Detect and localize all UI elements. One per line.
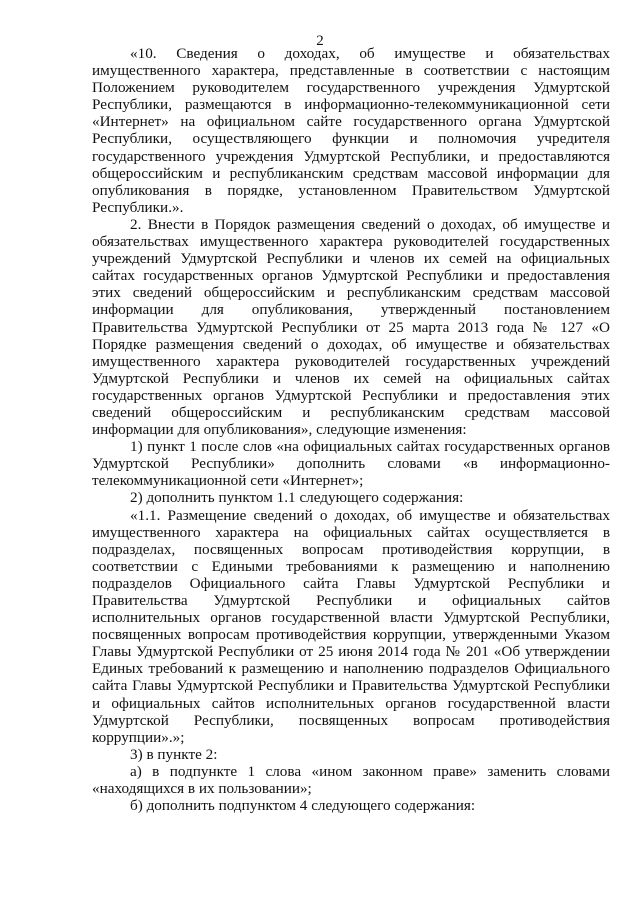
paragraph-subitem-3: 3) в пункте 2: [130,745,218,763]
paragraph-amendment-2: 2. Внести в Порядок размещения сведений о доходах, об имуществе и обязательствах имущественного характера руководителей государственных учреждений Удмуртской Республики и членов их семей на официальных сайтах государственных органов Удмуртской Республики и предоставления этих сведений общероссийским и республиканским средствам массовой информации для опубликования, утвержденный постановлением Правительства Удмуртской Республики от 25 марта 2013 года № 127 «О Порядке размещения сведений о доходах, об имуществе и обязательствах имущественного характера руководителей государственных учреждений Удмуртской Республики и членов их семей на официальных сайтах государственных органов Удмуртской Республики и предоставления этих сведений общероссийским и республиканским средствам массовой информации для опубликования», следующие изменения: [92,215,610,439]
document-body [92,45,610,814]
paragraph-subitem-a: а) в подпункте 1 слова «ином законном праве» заменить словами «находящихся в их пользовании»; [92,762,610,798]
paragraph-subitem-1: 1) пункт 1 после слов «на официальных сайтах государственных органов Удмуртской Республики» дополнить словами «в информационно-телекоммуникационной сети «Интернет»; [92,438,610,490]
paragraph-item-1-1: «1.1. Размещение сведений о доходах, об имуществе и обязательствах имущественного характера на официальных сайтах осуществляется в подразделах, посвященных вопросам противодействия коррупции, в соответствии с Едиными требованиями к размещению и наполнению подразделов Официального сайта Главы Удмуртской Республики и Правительства Удмуртской Республики и официальных сайтов исполнительных органов государственной власти Удмуртской Республики, посвященных вопросам противодействия коррупции, утвержденными Указом Главы Удмуртской Республики от 25 июня 2014 года № 201 «Об утверждении Единых требований к размещению и наполнению подразделов Официального сайта Главы Удмуртской Республики и Правительства Удмуртской Республики и официальных сайтов исполнительных органов государственной власти Удмуртской Республики, посвященных вопросам противодействия коррупции».»; [92,506,610,746]
paragraph-subitem-b: б) дополнить подпунктом 4 следующего содержания: [130,797,476,815]
paragraph-subitem-2: 2) дополнить пунктом 1.1 следующего содержания: [130,489,464,507]
paragraph-item-10: «10. Сведения о доходах, об имуществе и обязательствах имущественного характера, представленные в соответствии с настоящим Положением руководителем государственного учреждения Удмуртской Республики, размещаются в информационно-телекоммуникационной сети «Интернет» на официальном сайте государственного органа Удмуртской Республики, осуществляющего функции и полномочия учредителя государственного учреждения Удмуртской Республики, и предоставляются общероссийским и республиканским средствам массовой информации для опубликования в порядке, установленном Правительством Удмуртской Республики.». [92,45,610,216]
page-number: 2 [316,33,324,49]
